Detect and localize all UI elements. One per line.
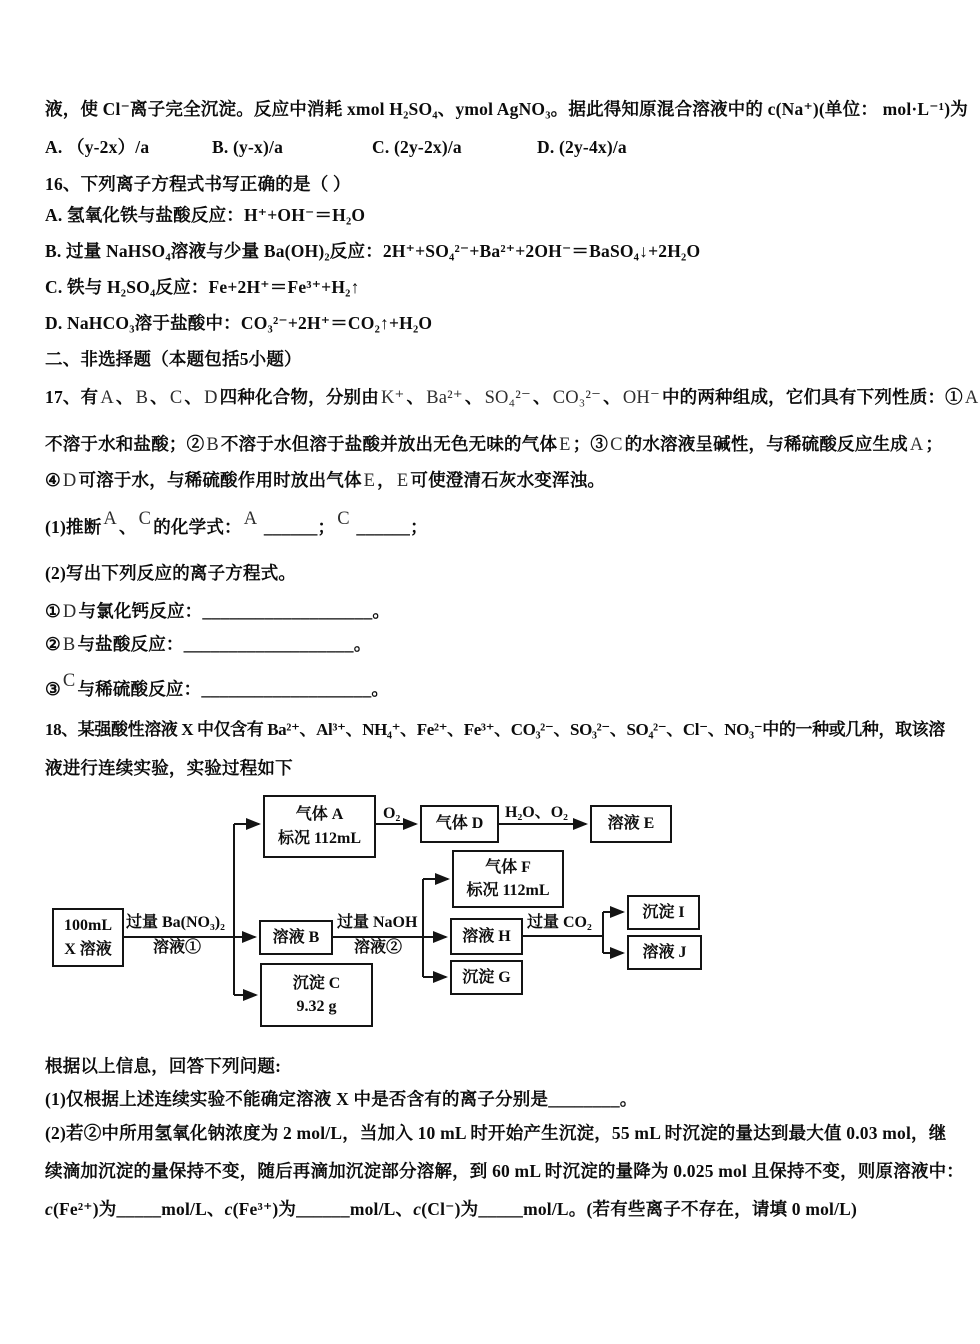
q18-flowchart — [40, 790, 740, 1045]
q17-line1: 17、有 A 、 B 、 C 、 D 四种化合物，分别由 K⁺ 、 Ba²⁺ 、 SO₄²⁻ 、 CO₃²⁻ 、 OH⁻ 中的两种组成，它们具有下列性质：① A — [45, 387, 979, 408]
q17-eq3: ③ C 与稀硫酸反应：___________________。 — [45, 671, 390, 699]
flow-node-precipitate-i — [627, 895, 700, 930]
flow-node-solution-e — [590, 805, 672, 843]
q15-option-d: D. (2y-4x)/a — [537, 137, 627, 157]
q18-after-info: 根据以上信息，回答下列问题: — [45, 1056, 282, 1076]
section2-title: 二、非选择题（本题包括5小题） — [45, 349, 302, 369]
flow-node-precipitate-c-line2: 9.32 g — [296, 998, 337, 1015]
flow-node-x-solution — [52, 908, 124, 967]
q17-eq2: ② B 与盐酸反应：___________________。 — [45, 634, 372, 655]
flow-node-gas-d — [420, 805, 499, 843]
flow-label-solution-2: 溶液② — [354, 939, 403, 956]
flow-node-x-solution-line2: X 溶液 — [64, 940, 112, 958]
flow-node-solution-h-line1: 溶液 H — [462, 927, 511, 945]
q15-option-c: C. (2y-2x)/a — [372, 137, 462, 157]
q18-line1: 18、某强酸性溶液 X 中仅含有 Ba²⁺、Al³⁺、NH₄⁺、Fe²⁺、Fe³⁺、CO₃²⁻、SO₃²⁻、SO₄²⁻、Cl⁻、NO₃⁻中的一种或几种，取该溶 — [45, 720, 945, 739]
flow-node-gas-a — [263, 795, 376, 858]
q17-sub2: (2)写出下列反应的离子方程式。 — [45, 563, 297, 583]
flow-node-solution-b — [259, 920, 333, 955]
flow-node-solution-j-line1: 溶液 J — [642, 943, 687, 961]
flow-label-co2: 过量 CO₂ — [527, 914, 592, 931]
flow-node-solution-h — [450, 918, 523, 955]
q16-option-a: A. 氢氧化铁与盐酸反应：H⁺+OH⁻＝H₂O — [45, 205, 366, 225]
flow-node-precipitate-c — [260, 963, 373, 1027]
q18-line2: 液进行连续实验，实验过程如下 — [45, 758, 293, 778]
q15-option-a: A. （y-2x）/a — [45, 137, 150, 157]
flow-label-ba-no3: 过量 Ba(NO₃)₂ — [126, 914, 225, 931]
q15-options — [45, 136, 627, 158]
flow-node-solution-e-line1: 溶液 E — [607, 815, 655, 833]
flow-label-naoh: 过量 NaOH — [337, 914, 418, 931]
flow-node-precipitate-c-line1: 沉淀 C — [292, 974, 341, 992]
q18-question-2-line2: 续滴加沉淀的量保持不变，随后再滴加沉淀部分溶解，到 60 mL 时沉淀的量降为 0.025 mol 且保持不变，则原溶液中： — [45, 1161, 964, 1181]
q17-line3: ④ D 可溶于水，与稀硫酸作用时放出气体 E ， E 可使澄清石灰水变浑浊。 — [45, 470, 606, 491]
q17-line2: 不溶于水和盐酸；② B 不溶于水但溶于盐酸并放出无色无味的气体 E ；③ C 的水溶液呈碱性，与稀硫酸反应生成 A ； — [45, 434, 944, 455]
q18-question-2-line1: (2)若②中所用氢氧化钠浓度为 2 mol/L，当加入 10 mL 时开始产生沉淀，55 mL 时沉淀的量达到最大值 0.03 mol，继 — [45, 1123, 947, 1143]
flow-node-solution-b-line1: 溶液 B — [272, 928, 320, 946]
q18-question-2-line3: c(Fe²⁺)为_____mol/L、c(Fe³⁺)为______mol/L、c(Cl⁻)为_____mol/L。(若有些离子不存在，请填 0 mol/L) — [45, 1199, 858, 1219]
flow-node-precipitate-i-line1: 沉淀 I — [642, 903, 685, 921]
q18-question-1: (1)仅根据上述连续实验不能确定溶液 X 中是否含有的离子分别是________。 — [45, 1089, 638, 1109]
flow-node-solution-j — [627, 935, 702, 970]
flow-node-gas-f-line2: 标况 112mL — [466, 882, 550, 899]
q17-eq1: ① D 与氯化钙反应：___________________。 — [45, 601, 391, 622]
flow-node-gas-f-line1: 气体 F — [485, 858, 531, 876]
flow-node-gas-a-line2: 标况 112mL — [277, 829, 362, 847]
q16-option-c: C. 铁与 H₂SO₄反应：Fe+2H⁺＝Fe³⁺+H₂↑ — [45, 277, 360, 297]
flow-node-precipitate-g-line1: 沉淀 G — [462, 968, 511, 986]
flow-node-gas-d-line1: 气体 D — [435, 815, 484, 833]
q16-option-d: D. NaHCO₃溶于盐酸中：CO₃²⁻+2H⁺＝CO₂↑+H₂O — [45, 313, 433, 333]
flow-node-x-solution-line1: 100mL — [64, 917, 112, 935]
q15-option-b: B. (y-x)/a — [212, 137, 284, 157]
q16-title: 16、下列离子方程式书写正确的是（ ） — [45, 174, 351, 194]
flow-node-gas-f — [452, 850, 564, 908]
flow-node-precipitate-g — [450, 960, 523, 995]
flow-label-h2o-o2: H₂O、O₂ — [505, 804, 568, 821]
flow-node-gas-a-line1: 气体 A — [295, 806, 344, 824]
flow-label-o2: O₂ — [383, 805, 401, 822]
q16-option-b: B. 过量 NaHSO₄溶液与少量 Ba(OH)₂反应：2H⁺+SO₄²⁻+Ba²⁺+2OH⁻＝BaSO₄↓+2H₂O — [45, 241, 701, 261]
flow-label-solution-1: 溶液① — [153, 939, 202, 956]
q15-stem: 液，使 Cl⁻离子完全沉淀。反应中消耗 xmol H₂SO₄、ymol AgNO₃。据此得知原混合溶液中的 c(Na⁺)(单位： mol·L⁻¹)为 — [45, 99, 968, 119]
q17-sub1: (1)推断 A 、 C 的化学式： A ______； C ______； — [45, 509, 428, 537]
